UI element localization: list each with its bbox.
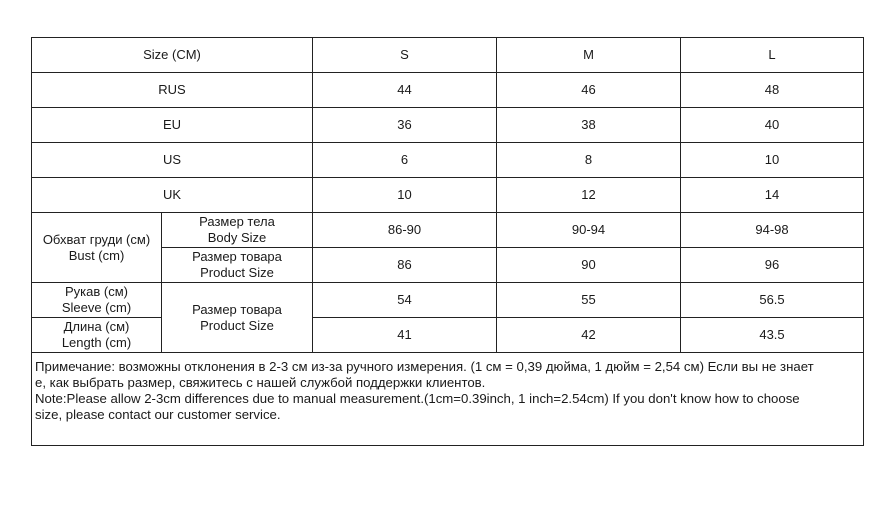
table-cell: 41 [313,318,497,353]
table-cell: 12 [497,178,681,213]
table-cell: 90 [497,248,681,283]
table-cell: 42 [497,318,681,353]
sleeve-label-en: Sleeve (cm) [61,300,132,315]
row-label: RUS [32,73,313,108]
table-cell: 6 [313,143,497,178]
row-label: US [32,143,313,178]
row-label: UK [32,178,313,213]
size-m-header: M [497,38,681,73]
table-cell: 43.5 [681,318,864,353]
size-s-header: S [313,38,497,73]
length-label-ru: Длина (см) [63,319,130,334]
garment-size-label-en: Product Size [200,317,274,333]
body-size-label-ru: Размер тела [199,214,275,229]
bust-label-en: Bust (cm) [68,247,125,263]
table-cell: 90-94 [497,213,681,248]
table-cell: 54 [313,283,497,318]
table-row-rus [32,73,864,108]
product-size-label-ru: Размер товара [192,249,282,264]
header-row [32,38,864,73]
body-size-label-cell [162,213,313,248]
sleeve-label-cell [32,283,162,318]
bust-label-cell [32,213,162,283]
table-cell: 10 [313,178,497,213]
note-cell [32,353,864,446]
table-cell: 56.5 [681,283,864,318]
row-label: EU [32,108,313,143]
note-ru-line-1: Примечание: возможны отклонения в 2-3 см из-за ручного измерения. (1 см = 0,39 дюйма, 1 дюйм = 2,54 см) Если вы не знает [35,359,814,374]
size-chart-table [31,37,864,446]
product-size-label-en: Product Size [200,265,274,280]
table-row-uk [32,178,864,213]
table-cell: 86 [313,248,497,283]
table-cell: 86-90 [313,213,497,248]
garment-size-label-ru: Размер товара [192,301,282,317]
table-cell: 38 [497,108,681,143]
table-cell: 10 [681,143,864,178]
sleeve-label-ru: Рукав (см) [65,284,128,299]
table-cell: 14 [681,178,864,213]
table-row-length [32,318,864,353]
table-cell: 48 [681,73,864,108]
product-size-label-cell [162,248,313,283]
table-row-sleeve [32,283,864,318]
note-en-line-2: size, please contact our customer service. [35,407,281,422]
length-label-en: Length (cm) [61,335,132,350]
note-ru-line-2: е, как выбрать размер, свяжитесь с нашей службой поддержки клиентов. [35,375,486,390]
table-row-bust-body [32,213,864,248]
table-cell: 94-98 [681,213,864,248]
table-row-eu [32,108,864,143]
table-cell: 46 [497,73,681,108]
table-cell: 36 [313,108,497,143]
note-row [32,353,864,446]
table-row-us [32,143,864,178]
header-label-cell: Size (CM) [32,38,313,73]
table-cell: 96 [681,248,864,283]
table-cell: 55 [497,283,681,318]
garment-size-label-cell [162,283,313,353]
table-cell: 40 [681,108,864,143]
body-size-label-en: Body Size [207,230,267,245]
table-cell: 8 [497,143,681,178]
length-label-cell [32,318,162,353]
bust-label-ru: Обхват груди (см) [42,231,151,247]
table-cell: 44 [313,73,497,108]
note-en-line-1: Note:Please allow 2-3cm differences due to manual measurement.(1cm=0.39inch, 1 inch=2.54cm) If you don't know how to choose [35,391,800,406]
size-l-header: L [681,38,864,73]
